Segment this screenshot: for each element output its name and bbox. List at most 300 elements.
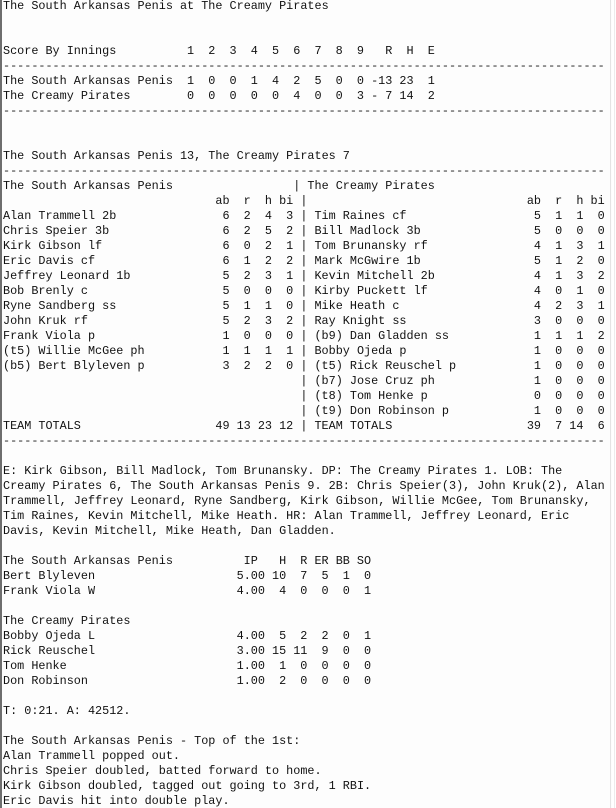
- play-line: [3, 779, 605, 794]
- inning-header: 6: [293, 44, 301, 58]
- total-bi: 6: [597, 419, 605, 433]
- notes-line: [3, 494, 605, 509]
- runs-header: R: [385, 44, 393, 58]
- blank-line: [3, 599, 605, 614]
- stat-bi: 0: [597, 359, 605, 373]
- play-line: [3, 794, 605, 808]
- inning-score: 0: [187, 89, 195, 103]
- stat-r: 0: [300, 659, 308, 673]
- inning-score: 2: [293, 74, 301, 88]
- stat-h: 10: [271, 569, 287, 583]
- stat-h: 2: [264, 359, 272, 373]
- stat-ip: 5.00: [236, 569, 265, 583]
- player-name: Tim Raines cf: [314, 209, 407, 223]
- player-name: (b7) Jose Cruz ph: [314, 374, 435, 388]
- stat-h: 2: [279, 674, 287, 688]
- stat-ab: 1: [533, 374, 541, 388]
- pitcher-name: Bobby Ojeda L: [3, 629, 96, 643]
- stat-h: 4: [264, 209, 272, 223]
- stat-so: 1: [364, 629, 372, 643]
- player-name: Jeffrey Leonard 1b: [3, 269, 131, 283]
- stat-h: 2: [576, 254, 584, 268]
- batting-row: [3, 224, 605, 239]
- stat-r: 1: [243, 344, 251, 358]
- batting-row: [3, 374, 605, 389]
- stat-r: 0: [555, 344, 563, 358]
- final-score-line: [3, 149, 605, 164]
- r-header: r: [243, 194, 251, 208]
- stat-r: 2: [243, 269, 251, 283]
- stat-h: 0: [264, 329, 272, 343]
- stat-ab: 3: [222, 359, 230, 373]
- player-name: Bobby Ojeda p: [314, 344, 407, 358]
- stat-r: 1: [555, 329, 563, 343]
- notes-line: [3, 524, 605, 539]
- inning-score: 0: [314, 89, 322, 103]
- column-divider: |: [300, 224, 308, 238]
- stat-ab: 5: [222, 269, 230, 283]
- stat-bi: 2: [286, 224, 294, 238]
- player-name: Bill Madlock 3b: [314, 224, 421, 238]
- notes-line: [3, 479, 605, 494]
- stat-h: 1: [279, 659, 287, 673]
- player-name: Eric Davis cf: [3, 254, 96, 268]
- stat-bb: 0: [342, 644, 350, 658]
- column-divider: |: [300, 329, 308, 343]
- pitching-team-name: The Creamy Pirates: [3, 614, 131, 628]
- play-line: [3, 749, 605, 764]
- player-name: John Kruk rf: [3, 314, 88, 328]
- batting-row: [3, 209, 605, 224]
- batting-row: [3, 389, 605, 404]
- stat-bb: 0: [342, 629, 350, 643]
- stat-ab: 3: [533, 314, 541, 328]
- pitching-team-name: The South Arkansas Penis: [3, 554, 173, 568]
- pitcher-name: Rick Reuschel: [3, 644, 96, 658]
- stat-bi: 1: [597, 239, 605, 253]
- divider-line: [3, 104, 605, 119]
- stat-h: 0: [576, 404, 584, 418]
- game-info: T: 0:21. A: 42512.: [3, 704, 131, 718]
- stat-r: 1: [243, 299, 251, 313]
- pitcher-name: Don Robinson: [3, 674, 88, 688]
- r-header: R: [300, 554, 308, 568]
- stat-r: 2: [243, 209, 251, 223]
- stat-ab: 6: [222, 239, 230, 253]
- left-team-name: The South Arkansas Penis: [3, 179, 173, 193]
- column-divider: |: [300, 314, 308, 328]
- stat-bi: 3: [286, 209, 294, 223]
- inning-header: 2: [208, 44, 216, 58]
- stat-r: 1: [555, 209, 563, 223]
- stat-bi: 0: [597, 344, 605, 358]
- inning-score: 4: [293, 89, 301, 103]
- column-divider: |: [300, 194, 308, 208]
- stat-ab: 5: [533, 209, 541, 223]
- stat-er: 2: [321, 629, 329, 643]
- stat-ab: 1: [222, 344, 230, 358]
- stat-ab: 4: [533, 284, 541, 298]
- stat-h: 5: [264, 224, 272, 238]
- totals-label: TEAM TOTALS: [314, 419, 393, 433]
- stat-bi: 0: [286, 359, 294, 373]
- game-title-line: [3, 0, 605, 14]
- player-name: (b9) Dan Gladden ss: [314, 329, 449, 343]
- ab-header: ab: [215, 194, 230, 208]
- ip-header: IP: [243, 554, 258, 568]
- player-name: Alan Trammell 2b: [3, 209, 117, 223]
- h-header: h: [576, 194, 584, 208]
- hits-header: H: [406, 44, 414, 58]
- stat-bi: 1: [286, 269, 294, 283]
- inning-header: 3: [229, 44, 237, 58]
- stat-bi: 0: [597, 254, 605, 268]
- team-name: The Creamy Pirates: [3, 89, 131, 103]
- player-name: (t8) Tom Henke p: [314, 389, 428, 403]
- bi-header: bi: [590, 194, 605, 208]
- pitching-header: [3, 554, 605, 569]
- inning-score: 0: [208, 89, 216, 103]
- stat-ip: 4.00: [236, 584, 265, 598]
- bb-header: BB: [335, 554, 350, 568]
- scrollbar-edge: [614, 0, 615, 808]
- divider: -------------------------------------------------------------------------------------: [3, 434, 605, 448]
- total-ab: 49: [215, 419, 230, 433]
- play: Eric Davis hit into double play.: [3, 794, 230, 808]
- team-name: The South Arkansas Penis: [3, 74, 173, 88]
- stat-bi: 0: [286, 299, 294, 313]
- game-notes: Creamy Pirates 6, The South Arkansas Penis 9. 2B: Chris Speier(3), John Kruk(2), Alan: [3, 479, 605, 493]
- stat-ab: 1: [222, 329, 230, 343]
- column-divider: |: [300, 269, 308, 283]
- stat-so: 1: [364, 584, 372, 598]
- box-score-document: [3, 0, 605, 808]
- divider: -------------------------------------------------------------------------------------: [3, 164, 605, 178]
- stat-bi: 0: [597, 209, 605, 223]
- column-divider: |: [300, 389, 308, 403]
- r-header: r: [555, 194, 563, 208]
- errors-header: E: [427, 44, 435, 58]
- player-name: Mark McGwire 1b: [314, 254, 421, 268]
- inning-score: 5: [314, 74, 322, 88]
- stat-r: 2: [243, 314, 251, 328]
- inning-header: 8: [335, 44, 343, 58]
- stat-ab: 4: [533, 299, 541, 313]
- stat-h: 1: [576, 329, 584, 343]
- batting-row: [3, 329, 605, 344]
- stat-bi: 1: [286, 344, 294, 358]
- total-ab: 39: [526, 419, 541, 433]
- column-divider: |: [293, 179, 301, 193]
- stat-h: 5: [279, 629, 287, 643]
- divider: -------------------------------------------------------------------------------------: [3, 104, 605, 118]
- total-r: 7: [555, 419, 563, 433]
- batting-row: [3, 254, 605, 269]
- total-h: 23: [257, 419, 272, 433]
- stat-er: 9: [321, 644, 329, 658]
- stat-bi: 0: [597, 284, 605, 298]
- play-line: [3, 764, 605, 779]
- bi-header: bi: [279, 194, 294, 208]
- game-notes: Tim Raines, Kevin Mitchell, Mike Heath. HR: Alan Trammell, Jeffrey Leonard, Eric: [3, 509, 570, 523]
- stat-h: 0: [576, 359, 584, 373]
- blank-line: [3, 539, 605, 554]
- player-name: Frank Viola p: [3, 329, 96, 343]
- stat-h: 2: [264, 239, 272, 253]
- inning-score: 4: [271, 74, 280, 88]
- stat-bi: 0: [597, 389, 605, 403]
- hits-total: 14: [399, 89, 414, 103]
- player-name: Mike Heath c: [314, 299, 400, 313]
- stat-ab: 5: [222, 314, 230, 328]
- stat-er: 0: [321, 584, 329, 598]
- stat-r: 0: [243, 284, 251, 298]
- batting-rows: [3, 209, 605, 434]
- line-score-header: [3, 44, 605, 59]
- stat-bb: 1: [342, 569, 350, 583]
- pitcher-row: [3, 644, 605, 659]
- stat-h: 3: [576, 239, 584, 253]
- inning-score: 0: [229, 74, 237, 88]
- blank-line: [3, 14, 605, 29]
- column-divider: |: [300, 284, 308, 298]
- game-notes: E: Kirk Gibson, Bill Madlock, Tom Brunansky. DP: The Creamy Pirates 1. LOB: The: [3, 464, 563, 478]
- batting-row: [3, 239, 605, 254]
- inning-score: 0: [356, 74, 364, 88]
- pitcher-row: [3, 584, 605, 599]
- stat-r: 0: [555, 359, 563, 373]
- scrollbar-edge: [610, 0, 611, 808]
- inning-header: 7: [314, 44, 322, 58]
- batting-row: [3, 344, 605, 359]
- stat-r: 0: [555, 374, 563, 388]
- stat-r: 11: [293, 644, 308, 658]
- stat-r: 1: [243, 254, 251, 268]
- stat-bb: 0: [342, 659, 350, 673]
- game-notes: Davis, Kevin Mitchell, Mike Heath, Dan Gladden.: [3, 524, 336, 538]
- divider-line: [3, 59, 605, 74]
- inning-heading-line: [3, 734, 605, 749]
- stat-ip: 3.00: [236, 644, 265, 658]
- blank-line: [3, 119, 605, 134]
- stat-h: 0: [576, 344, 584, 358]
- player-name: Kirk Gibson lf: [3, 239, 103, 253]
- stat-r: 1: [555, 269, 563, 283]
- inning-score: 0: [250, 89, 258, 103]
- errors-total: 2: [427, 89, 435, 103]
- stat-bb: 0: [342, 674, 350, 688]
- stat-h: 3: [264, 269, 272, 283]
- stat-h: 1: [576, 209, 584, 223]
- stat-h: 0: [576, 314, 584, 328]
- stat-r: 0: [243, 329, 251, 343]
- stat-ip: 1.00: [236, 674, 265, 688]
- player-name: Bob Brenly c: [3, 284, 88, 298]
- stat-r: 0: [555, 389, 563, 403]
- stat-r: 2: [555, 299, 563, 313]
- inning-score: 0: [335, 89, 343, 103]
- divider: -------------------------------------------------------------------------------------: [3, 59, 605, 73]
- blank-line: [3, 689, 605, 704]
- stat-h: 1: [264, 344, 272, 358]
- stat-ip: 4.00: [236, 629, 265, 643]
- line-score-row: [3, 74, 605, 89]
- stat-h: 0: [576, 224, 584, 238]
- divider-line: [3, 434, 605, 449]
- stat-ab: 5: [533, 254, 541, 268]
- inning-header: 9: [356, 44, 364, 58]
- notes-line: [3, 509, 605, 524]
- blank-line: [3, 719, 605, 734]
- h-header: h: [264, 194, 272, 208]
- stat-bi: 2: [597, 329, 605, 343]
- stat-r: 2: [243, 224, 251, 238]
- column-divider: |: [300, 209, 308, 223]
- stat-bi: 0: [286, 284, 294, 298]
- team-totals-row: [3, 419, 605, 434]
- notes-line: [3, 464, 605, 479]
- stat-r: 0: [555, 224, 563, 238]
- stat-bi: 1: [597, 299, 605, 313]
- stat-ab: 6: [222, 224, 230, 238]
- player-name: Kevin Mitchell 2b: [314, 269, 435, 283]
- inning-header: 5: [271, 44, 280, 58]
- stat-er: 0: [321, 674, 329, 688]
- batting-stat-header: [3, 194, 605, 209]
- game-info-line: [3, 704, 605, 719]
- stat-bi: 0: [597, 224, 605, 238]
- stat-er: 0: [321, 659, 329, 673]
- total-r: 13: [236, 419, 251, 433]
- inning-score: 0: [271, 89, 280, 103]
- play: Kirk Gibson doubled, tagged out going to 3rd, 1 RBI.: [3, 779, 372, 793]
- stat-ab: 4: [533, 269, 541, 283]
- player-name: Ryne Sandberg ss: [3, 299, 117, 313]
- play: Chris Speier doubled, batted forward to home.: [3, 764, 322, 778]
- stat-bi: 2: [597, 269, 605, 283]
- stat-r: 0: [300, 674, 308, 688]
- pitcher-name: Tom Henke: [3, 659, 67, 673]
- column-divider: |: [300, 344, 308, 358]
- inning-score: 1: [250, 74, 258, 88]
- stat-ab: 1: [533, 344, 541, 358]
- so-header: SO: [356, 554, 372, 568]
- er-header: ER: [314, 554, 329, 568]
- stat-bi: 0: [597, 314, 605, 328]
- stat-ab: 5: [533, 224, 541, 238]
- stat-so: 0: [364, 659, 372, 673]
- column-divider: |: [300, 239, 308, 253]
- stat-r: 7: [300, 569, 308, 583]
- player-name: (t9) Don Robinson p: [314, 404, 449, 418]
- stat-ab: 4: [533, 239, 541, 253]
- hits-total: 23: [399, 74, 414, 88]
- line-score-label: Score By Innings: [3, 44, 117, 58]
- inning-header: 1: [187, 44, 195, 58]
- stat-ab: 1: [533, 329, 541, 343]
- inning-score: 3: [356, 89, 364, 103]
- player-name: Tom Brunansky rf: [314, 239, 428, 253]
- batting-team-header: [3, 179, 605, 194]
- stat-bb: 0: [342, 584, 350, 598]
- totals-label: TEAM TOTALS: [3, 419, 81, 433]
- runs-total: -13: [371, 74, 393, 88]
- right-team-name: The Creamy Pirates: [307, 179, 435, 193]
- stat-h: 0: [576, 389, 584, 403]
- stat-h: 1: [264, 299, 272, 313]
- pitcher-name: Frank Viola W: [3, 584, 96, 598]
- total-bi: 12: [279, 419, 294, 433]
- pitching-section: [3, 554, 605, 689]
- runs-total: - 7: [371, 89, 393, 103]
- player-name: (t5) Willie McGee ph: [3, 344, 145, 358]
- stat-r: 2: [243, 359, 251, 373]
- batting-row: [3, 299, 605, 314]
- batting-row: [3, 359, 605, 374]
- stat-h: 0: [264, 284, 272, 298]
- stat-ab: 5: [222, 284, 230, 298]
- stat-ip: 1.00: [236, 659, 265, 673]
- inning-score: 0: [208, 74, 216, 88]
- pitching-header: [3, 614, 605, 629]
- stat-r: 1: [555, 254, 563, 268]
- column-divider: |: [300, 374, 308, 388]
- stat-r: 0: [300, 584, 308, 598]
- pitcher-row: [3, 569, 605, 584]
- stat-ab: 1: [533, 359, 541, 373]
- stat-h: 4: [279, 584, 287, 598]
- stat-r: 0: [555, 314, 563, 328]
- final-score: The South Arkansas Penis 13, The Creamy Pirates 7: [3, 149, 350, 163]
- player-name: Kirby Puckett lf: [314, 284, 428, 298]
- stat-h: 2: [264, 254, 272, 268]
- stat-ab: 0: [533, 389, 541, 403]
- stat-ab: 6: [222, 209, 230, 223]
- player-name: Ray Knight ss: [314, 314, 407, 328]
- errors-total: 1: [427, 74, 435, 88]
- stat-bi: 1: [286, 239, 294, 253]
- pitcher-name: Bert Blyleven: [3, 569, 96, 583]
- inning-score: 1: [187, 74, 195, 88]
- stat-r: 0: [243, 239, 251, 253]
- game-title: The South Arkansas Penis at The Creamy Pirates: [3, 0, 329, 13]
- column-divider: |: [300, 299, 308, 313]
- inning-header: 4: [250, 44, 258, 58]
- line-score-row: [3, 89, 605, 104]
- stat-so: 0: [364, 644, 372, 658]
- stat-so: 0: [364, 569, 372, 583]
- inning-score: 0: [229, 89, 237, 103]
- divider-line: [3, 164, 605, 179]
- player-name: (b5) Bert Blyleven p: [3, 359, 145, 373]
- stat-ab: 6: [222, 254, 230, 268]
- stat-ab: 5: [222, 299, 230, 313]
- column-divider: |: [300, 359, 308, 373]
- inning-heading: The South Arkansas Penis - Top of the 1st:: [3, 734, 301, 748]
- player-name: (t5) Rick Reuschel p: [314, 359, 457, 373]
- total-h: 14: [569, 419, 584, 433]
- stat-r: 1: [555, 239, 563, 253]
- stat-er: 5: [321, 569, 329, 583]
- game-notes: Trammell, Jeffrey Leonard, Ryne Sandberg, Kirk Gibson, Willie McGee, Tom Brunansky,: [3, 494, 591, 508]
- stat-ab: 1: [533, 404, 541, 418]
- stat-h: 3: [264, 314, 272, 328]
- column-divider: |: [300, 404, 308, 418]
- stat-h: 3: [576, 269, 584, 283]
- stat-bi: 2: [286, 254, 294, 268]
- stat-bi: 0: [597, 404, 605, 418]
- ab-header: ab: [526, 194, 541, 208]
